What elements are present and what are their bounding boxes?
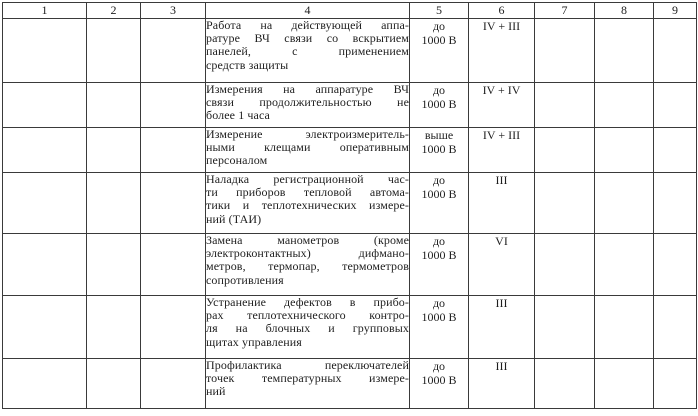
empty-cell [3, 296, 87, 359]
work-description-line: Замена манометров (кроме [206, 233, 409, 247]
table-row [3, 296, 697, 359]
empty-cell [141, 128, 206, 173]
empty-cell [3, 359, 87, 409]
voltage-line: 1000 В [421, 187, 457, 201]
voltage-cell [410, 359, 469, 409]
work-description-cell [206, 83, 410, 128]
empty-cell [3, 128, 87, 173]
work-description-line: средств защиты [206, 57, 289, 72]
empty-cell [535, 296, 595, 359]
table-row [3, 19, 697, 83]
qualification-group-cell: IV + III [469, 19, 535, 83]
empty-cell [595, 128, 654, 173]
work-description-line: метров, термопар, термометров [206, 259, 409, 274]
voltage-cell [410, 296, 469, 359]
qualification-group-cell: IV + III [469, 128, 535, 173]
work-description-line: ля на блочных и групповых [206, 321, 409, 336]
empty-cell [654, 173, 697, 234]
empty-cell [3, 234, 87, 296]
empty-cell [3, 19, 87, 83]
work-description-line: Устранение дефектов в прибо- [206, 295, 409, 309]
voltage-cell [410, 83, 469, 128]
qualification-group-cell: VI [469, 234, 535, 296]
column-header-3: 3 [141, 3, 206, 19]
work-description-line: ний [206, 384, 226, 399]
column-header-2: 2 [87, 3, 141, 19]
table-row [3, 173, 697, 234]
qualification-group-cell: III [469, 296, 535, 359]
work-description-line: ными клещами оперативным [206, 140, 409, 155]
voltage-line: выше [424, 128, 454, 142]
voltage-cell [410, 173, 469, 234]
work-description-line: Профилактика переключателей [206, 358, 409, 372]
empty-cell [141, 173, 206, 234]
empty-cell [654, 128, 697, 173]
work-description-cell [206, 19, 410, 83]
empty-cell [654, 83, 697, 128]
work-description-line: ти приборов тепловой автома- [206, 185, 409, 200]
voltage-line: до [432, 173, 446, 187]
voltage-line: 1000 В [421, 97, 457, 111]
empty-cell [87, 359, 141, 409]
column-header-4: 4 [206, 3, 410, 19]
empty-cell [141, 234, 206, 296]
work-description-line: более 1 часа [206, 108, 270, 123]
column-header-7: 7 [535, 3, 595, 19]
empty-cell [595, 234, 654, 296]
empty-cell [654, 359, 697, 409]
work-description-cell [206, 359, 410, 409]
table-body [3, 19, 697, 409]
empty-cell [87, 234, 141, 296]
empty-cell [535, 234, 595, 296]
work-description-line: Наладка регистрационной час- [206, 172, 409, 186]
empty-cell [87, 128, 141, 173]
empty-cell [595, 83, 654, 128]
work-description-line: электроконтактных) дифмано- [206, 246, 409, 261]
header-row [3, 3, 697, 19]
column-header-6: 6 [469, 3, 535, 19]
work-description-line: щитах управления [206, 334, 302, 349]
table-row [3, 234, 697, 296]
empty-cell [535, 83, 595, 128]
empty-cell [595, 173, 654, 234]
table-row [3, 128, 697, 173]
voltage-line: до [432, 83, 446, 97]
voltage-cell [410, 128, 469, 173]
work-description-line: ратуре ВЧ связи со вскрытием [206, 31, 409, 46]
empty-cell [595, 359, 654, 409]
voltage-line: 1000 В [421, 248, 457, 262]
empty-cell [87, 296, 141, 359]
work-permit-table [2, 2, 697, 409]
voltage-line: до [432, 359, 446, 373]
voltage-cell [410, 234, 469, 296]
empty-cell [3, 83, 87, 128]
qualification-group-cell: III [469, 173, 535, 234]
empty-cell [141, 83, 206, 128]
voltage-line: до [432, 296, 446, 310]
empty-cell [141, 296, 206, 359]
voltage-line: 1000 В [421, 142, 457, 156]
table-row [3, 83, 697, 128]
column-header-8: 8 [595, 3, 654, 19]
voltage-cell [410, 19, 469, 83]
column-header-9: 9 [654, 3, 697, 19]
voltage-line: 1000 В [421, 373, 457, 387]
empty-cell [3, 173, 87, 234]
empty-cell [595, 296, 654, 359]
voltage-line: до [432, 234, 446, 248]
work-description-line: точек температурных измере- [206, 371, 409, 386]
empty-cell [535, 128, 595, 173]
empty-cell [654, 296, 697, 359]
qualification-group-cell: III [469, 359, 535, 409]
work-description-line: ний (ТАИ) [206, 211, 262, 226]
empty-cell [141, 359, 206, 409]
empty-cell [654, 19, 697, 83]
empty-cell [535, 173, 595, 234]
voltage-line: 1000 В [421, 310, 457, 324]
empty-cell [87, 83, 141, 128]
empty-cell [535, 19, 595, 83]
work-description-line: сопротивления [206, 272, 284, 287]
work-description-line: Работа на действующей аппа- [206, 18, 409, 32]
empty-cell [87, 19, 141, 83]
table-row [3, 359, 697, 409]
work-description-line: Измерения на аппаратуре ВЧ [206, 82, 409, 96]
work-description-cell [206, 128, 410, 173]
work-description-line: тики и теплотехнических измере- [206, 198, 409, 213]
empty-cell [654, 234, 697, 296]
work-description-line: рах теплотехнического контро- [206, 308, 409, 323]
work-description-line: связи продолжительностью не [206, 95, 409, 110]
empty-cell [87, 173, 141, 234]
empty-cell [141, 19, 206, 83]
empty-cell [535, 359, 595, 409]
voltage-line: до [432, 19, 446, 33]
column-header-1: 1 [3, 3, 87, 19]
work-description-cell [206, 296, 410, 359]
work-description-line: панелей, с применением [206, 44, 409, 59]
work-description-cell [206, 173, 410, 234]
column-header-5: 5 [410, 3, 469, 19]
work-description-line: персоналом [206, 153, 268, 168]
work-description-cell [206, 234, 410, 296]
qualification-group-cell: IV + IV [469, 83, 535, 128]
voltage-line: 1000 В [421, 33, 457, 47]
empty-cell [595, 19, 654, 83]
work-description-line: Измерение электроизмеритель- [206, 127, 409, 141]
